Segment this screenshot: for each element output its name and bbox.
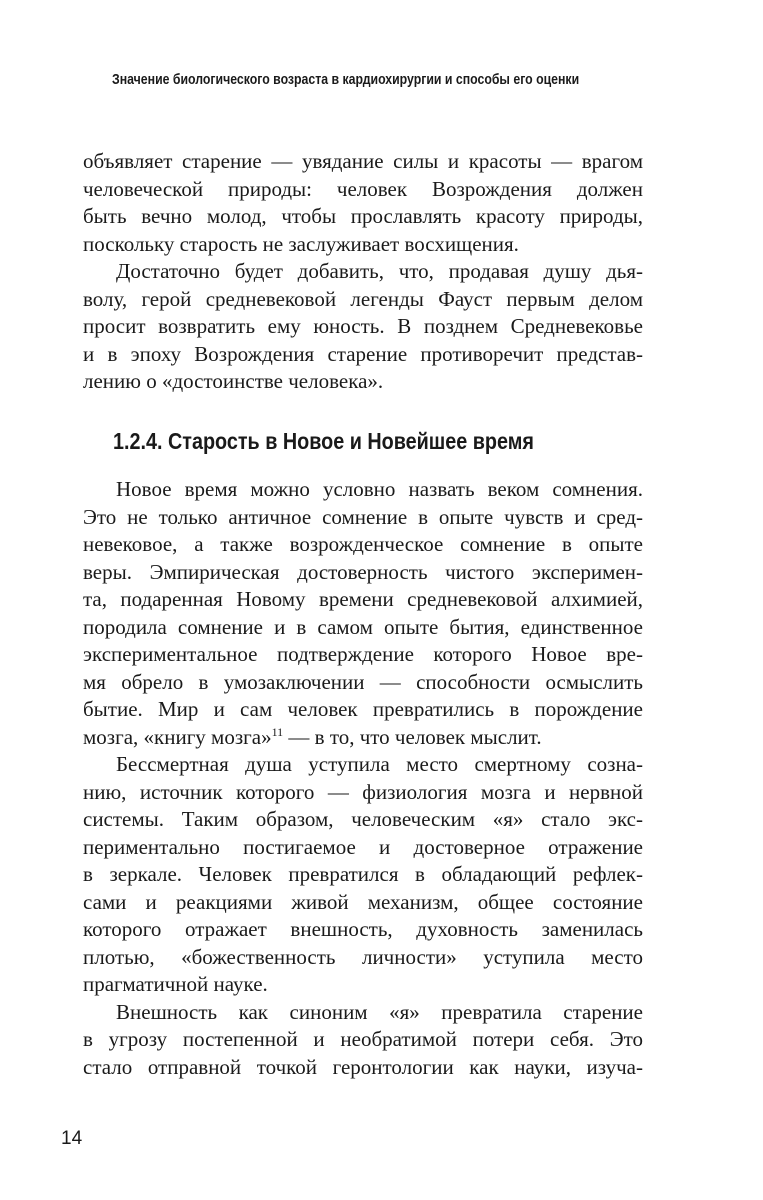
text-line: и в эпоху Возрождения старение противоречит представ-	[83, 341, 643, 366]
text-line: периментально постигаемое и достоверное отражение	[83, 834, 643, 859]
page-number: 14	[61, 1128, 83, 1149]
text-line	[83, 724, 643, 752]
text-line: плотью, «божественность личности» уступила место	[83, 944, 643, 969]
text-line: объявляет старение — увядание силы и красоты — врагом	[83, 149, 643, 173]
paragraph-start-line: Достаточно будет добавить, что, продавая душу дья-	[116, 259, 643, 283]
text-line: системы. Таким образом, человеческим «я» стало экс-	[83, 807, 643, 831]
paragraph-start-line: Новое время можно условно назвать веком сомнения.	[116, 477, 643, 501]
text-line: стало отправной точкой геронтологии как науки, изуча-	[83, 1054, 643, 1079]
text-line: та, подаренная Новому времени средневековой алхимией,	[83, 587, 643, 611]
paragraph-start-line: Внешность как синоним «я» превратила старение	[116, 999, 643, 1024]
body-text-section-1	[83, 148, 643, 396]
text-line: волу, герой средневековой легенды Фауст первым делом	[83, 286, 643, 311]
running-head: Значение биологического возраста в кардиохирургии и способы его оценки	[112, 71, 580, 88]
text-line: человеческой природы: человек Возрождения должен	[83, 176, 643, 201]
text-line: веры. Эмпирическая достоверность чистого эксперимен-	[83, 559, 643, 584]
text-line: которого отражает внешность, духовность заменилась	[83, 917, 643, 941]
text-line: прагматичной науке.	[83, 972, 268, 996]
text-fragment: — в то, что человек мыслит.	[283, 724, 542, 749]
text-line: нию, источник которого — физиология мозга и нервной	[83, 779, 643, 804]
text-line: бытие. Мир и сам человек превратились в порождение	[83, 697, 643, 721]
text-line: породила сомнение и в самом опыте бытия, единственное	[83, 614, 643, 639]
text-fragment: мозга, «книгу мозга»	[83, 724, 272, 749]
text-line: быть вечно молод, чтобы прославлять красоту природы,	[83, 204, 643, 228]
paragraph-start-line: Бессмертная душа уступила место смертному созна-	[116, 752, 643, 776]
footnote-ref[interactable]: 11	[271, 724, 284, 739]
text-line: невековое, а также возрожденческое сомнение в опыте	[83, 532, 643, 556]
text-line: в угрозу постепенной и необратимой потери себя. Это	[83, 1027, 643, 1051]
text-line: сами и реакциями живой механизм, общее состояние	[83, 889, 643, 914]
text-line: мя обрело в умозаключении — способности осмыслить	[83, 669, 643, 694]
text-line: Это не только античное сомнение в опыте чувств и сред-	[83, 504, 643, 529]
body-text-section-2	[83, 476, 643, 1081]
text-line: просит возвратить ему юность. В позднем Средневековье	[83, 314, 643, 338]
text-line: поскольку старость не заслуживает восхищения.	[83, 231, 519, 256]
text-line: в зеркале. Человек превратился в обладающий рефлек-	[83, 862, 643, 886]
section-heading: 1.2.4. Старость в Новое и Новейшее время	[113, 428, 534, 454]
text-line: лению о «достоинстве человека».	[83, 369, 384, 393]
text-line: экспериментальное подтверждение которого Новое вре-	[83, 642, 643, 666]
